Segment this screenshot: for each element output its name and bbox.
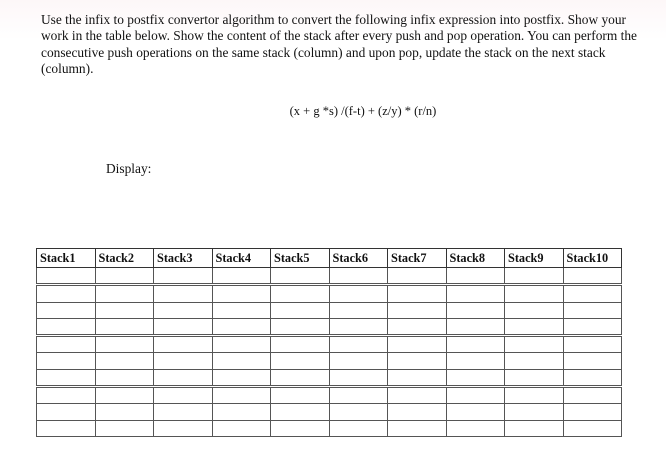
stack-header: Stack6	[329, 249, 388, 268]
stack-cell[interactable]	[154, 387, 213, 404]
stack-cell[interactable]	[212, 404, 271, 420]
stack-cell[interactable]	[154, 318, 213, 335]
stack-cell[interactable]	[388, 404, 447, 420]
stack-cell[interactable]	[271, 369, 330, 386]
stack-cell[interactable]	[388, 387, 447, 404]
stack-cell[interactable]	[95, 336, 154, 353]
stack-header: Stack1	[37, 249, 96, 268]
stack-cell[interactable]	[95, 302, 154, 318]
stack-cell[interactable]	[388, 318, 447, 335]
stack-row	[37, 285, 622, 302]
stack-cell[interactable]	[446, 353, 505, 369]
stack-cell[interactable]	[271, 302, 330, 318]
stack-cell[interactable]	[505, 387, 564, 404]
stack-cell[interactable]	[446, 387, 505, 404]
stack-cell[interactable]	[563, 404, 622, 420]
stack-cell[interactable]	[271, 387, 330, 404]
stack-cell[interactable]	[563, 285, 622, 302]
stack-cell[interactable]	[388, 369, 447, 386]
stack-cell[interactable]	[446, 420, 505, 436]
stack-row	[37, 302, 622, 318]
stack-row	[37, 369, 622, 386]
stack-cell[interactable]	[271, 404, 330, 420]
stack-cell[interactable]	[271, 353, 330, 369]
stack-cell[interactable]	[563, 387, 622, 404]
stack-cell[interactable]	[271, 268, 330, 285]
stack-cell[interactable]	[505, 302, 564, 318]
stack-header: Stack10	[563, 249, 622, 268]
stack-cell[interactable]	[329, 302, 388, 318]
stack-cell[interactable]	[388, 336, 447, 353]
stack-cell[interactable]	[95, 369, 154, 386]
stack-cell[interactable]	[446, 285, 505, 302]
stack-header: Stack7	[388, 249, 447, 268]
stack-row	[37, 404, 622, 420]
stack-cell[interactable]	[329, 369, 388, 386]
stack-cell[interactable]	[563, 420, 622, 436]
stack-cell[interactable]	[212, 387, 271, 404]
stack-cell[interactable]	[446, 318, 505, 335]
stack-cell[interactable]	[95, 420, 154, 436]
stack-cell[interactable]	[95, 318, 154, 335]
stack-cell[interactable]	[95, 285, 154, 302]
stack-cell[interactable]	[37, 336, 96, 353]
stack-cell[interactable]	[271, 285, 330, 302]
stack-cell[interactable]	[563, 268, 622, 285]
stack-cell[interactable]	[505, 318, 564, 335]
stack-cell[interactable]	[154, 268, 213, 285]
stack-header: Stack9	[505, 249, 564, 268]
stack-cell[interactable]	[154, 404, 213, 420]
stack-cell[interactable]	[37, 387, 96, 404]
stack-cell[interactable]	[37, 353, 96, 369]
stack-cell[interactable]	[329, 268, 388, 285]
stack-cell[interactable]	[505, 420, 564, 436]
stack-cell[interactable]	[505, 353, 564, 369]
stack-row	[37, 268, 622, 285]
stack-cell[interactable]	[37, 369, 96, 386]
stack-cell[interactable]	[37, 268, 96, 285]
stack-cell[interactable]	[37, 318, 96, 335]
stack-header: Stack4	[212, 249, 271, 268]
stack-row	[37, 353, 622, 369]
stack-cell[interactable]	[95, 268, 154, 285]
stack-cell[interactable]	[329, 285, 388, 302]
stack-cell[interactable]	[505, 404, 564, 420]
stack-cell[interactable]	[329, 353, 388, 369]
stack-cell[interactable]	[505, 336, 564, 353]
stack-cell[interactable]	[329, 420, 388, 436]
stack-cell[interactable]	[212, 285, 271, 302]
stack-cell[interactable]	[212, 369, 271, 386]
stack-cell[interactable]	[505, 285, 564, 302]
stack-header-row	[37, 249, 622, 268]
stack-cell[interactable]	[154, 336, 213, 353]
stack-cell[interactable]	[37, 404, 96, 420]
stack-cell[interactable]	[329, 336, 388, 353]
stack-cell[interactable]	[212, 336, 271, 353]
stack-cell[interactable]	[563, 318, 622, 335]
stack-row	[37, 387, 622, 404]
stack-cell[interactable]	[154, 302, 213, 318]
stack-cell[interactable]	[329, 387, 388, 404]
stack-cell[interactable]	[446, 268, 505, 285]
stack-cell[interactable]	[212, 318, 271, 335]
stack-cell[interactable]	[563, 369, 622, 386]
stack-table	[36, 248, 622, 437]
stack-cell[interactable]	[446, 404, 505, 420]
stack-cell[interactable]	[446, 369, 505, 386]
stack-header: Stack2	[95, 249, 154, 268]
stack-cell[interactable]	[212, 268, 271, 285]
stack-cell[interactable]	[388, 285, 447, 302]
stack-cell[interactable]	[271, 336, 330, 353]
stack-cell[interactable]	[563, 336, 622, 353]
infix-expression: (x + g *s) /(f-t) + (z/y) * (r/n)	[289, 104, 437, 118]
stack-cell[interactable]	[505, 268, 564, 285]
stack-cell[interactable]	[212, 302, 271, 318]
stack-cell[interactable]	[446, 302, 505, 318]
stack-cell[interactable]	[329, 404, 388, 420]
stack-header: Stack5	[271, 249, 330, 268]
stack-cell[interactable]	[271, 420, 330, 436]
stack-cell[interactable]	[505, 369, 564, 386]
stack-cell[interactable]	[212, 353, 271, 369]
stack-cell[interactable]	[388, 420, 447, 436]
instructions-paragraph: Use the infix to postfix convertor algorithm to convert the following infix expression into postfix. Show your work in the table below. Show the content of the stack after every push and pop operation. You can perform the consecutive push operations on the same stack (column) and upon pop, update the stack on the next stack (column).	[41, 12, 637, 77]
stack-cell[interactable]	[154, 420, 213, 436]
stack-table-body	[37, 268, 622, 437]
display-label: Display:	[106, 161, 152, 176]
stack-cell[interactable]	[388, 302, 447, 318]
stack-cell[interactable]	[388, 353, 447, 369]
stack-cell[interactable]	[154, 285, 213, 302]
stack-row	[37, 336, 622, 353]
stack-cell[interactable]	[95, 404, 154, 420]
stack-cell[interactable]	[212, 420, 271, 436]
stack-cell[interactable]	[271, 318, 330, 335]
stack-header: Stack3	[154, 249, 213, 268]
stack-row	[37, 318, 622, 335]
stack-cell[interactable]	[37, 285, 96, 302]
stack-cell[interactable]	[37, 420, 96, 436]
stack-cell[interactable]	[563, 302, 622, 318]
stack-row	[37, 420, 622, 436]
stack-cell[interactable]	[446, 336, 505, 353]
stack-cell[interactable]	[388, 268, 447, 285]
stack-cell[interactable]	[95, 387, 154, 404]
stack-cell[interactable]	[154, 369, 213, 386]
stack-cell[interactable]	[563, 353, 622, 369]
stack-cell[interactable]	[154, 353, 213, 369]
stack-cell[interactable]	[329, 318, 388, 335]
stack-header: Stack8	[446, 249, 505, 268]
stack-cell[interactable]	[95, 353, 154, 369]
stack-cell[interactable]	[37, 302, 96, 318]
